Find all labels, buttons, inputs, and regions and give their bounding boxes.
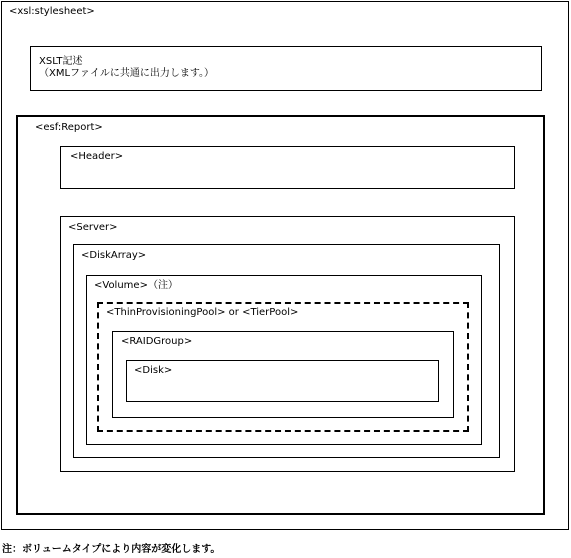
xslt-description-title: XSLT記述 (39, 56, 83, 67)
disk-box (126, 360, 439, 402)
server-label: <Server> (68, 222, 118, 233)
xslt-description-box (30, 46, 542, 91)
header-box (60, 146, 515, 189)
raidgroup-box (112, 331, 454, 418)
volume-box (86, 275, 482, 445)
raidgroup-label: <RAIDGroup> (121, 336, 193, 347)
pool-label: <ThinProvisioningPool> or <TierPool> (106, 307, 299, 318)
esf-report-label: <esf:Report> (35, 122, 103, 133)
diskarray-label: <DiskArray> (81, 250, 147, 261)
header-label: <Header> (70, 151, 124, 162)
volume-label: <Volume>（注） (94, 280, 178, 291)
pool-box (97, 302, 469, 432)
xsl-stylesheet-label: <xsl:stylesheet> (9, 6, 95, 17)
xsl-stylesheet-box (1, 1, 569, 530)
footnote: 注：ボリュームタイプにより内容が変化します。 (2, 544, 221, 555)
server-box (60, 216, 515, 472)
esf-report-box (16, 115, 545, 515)
diskarray-box (73, 244, 500, 458)
disk-label: <Disk> (134, 365, 173, 376)
xslt-description-note: （XMLファイルに共通に出力します。） (39, 68, 215, 79)
